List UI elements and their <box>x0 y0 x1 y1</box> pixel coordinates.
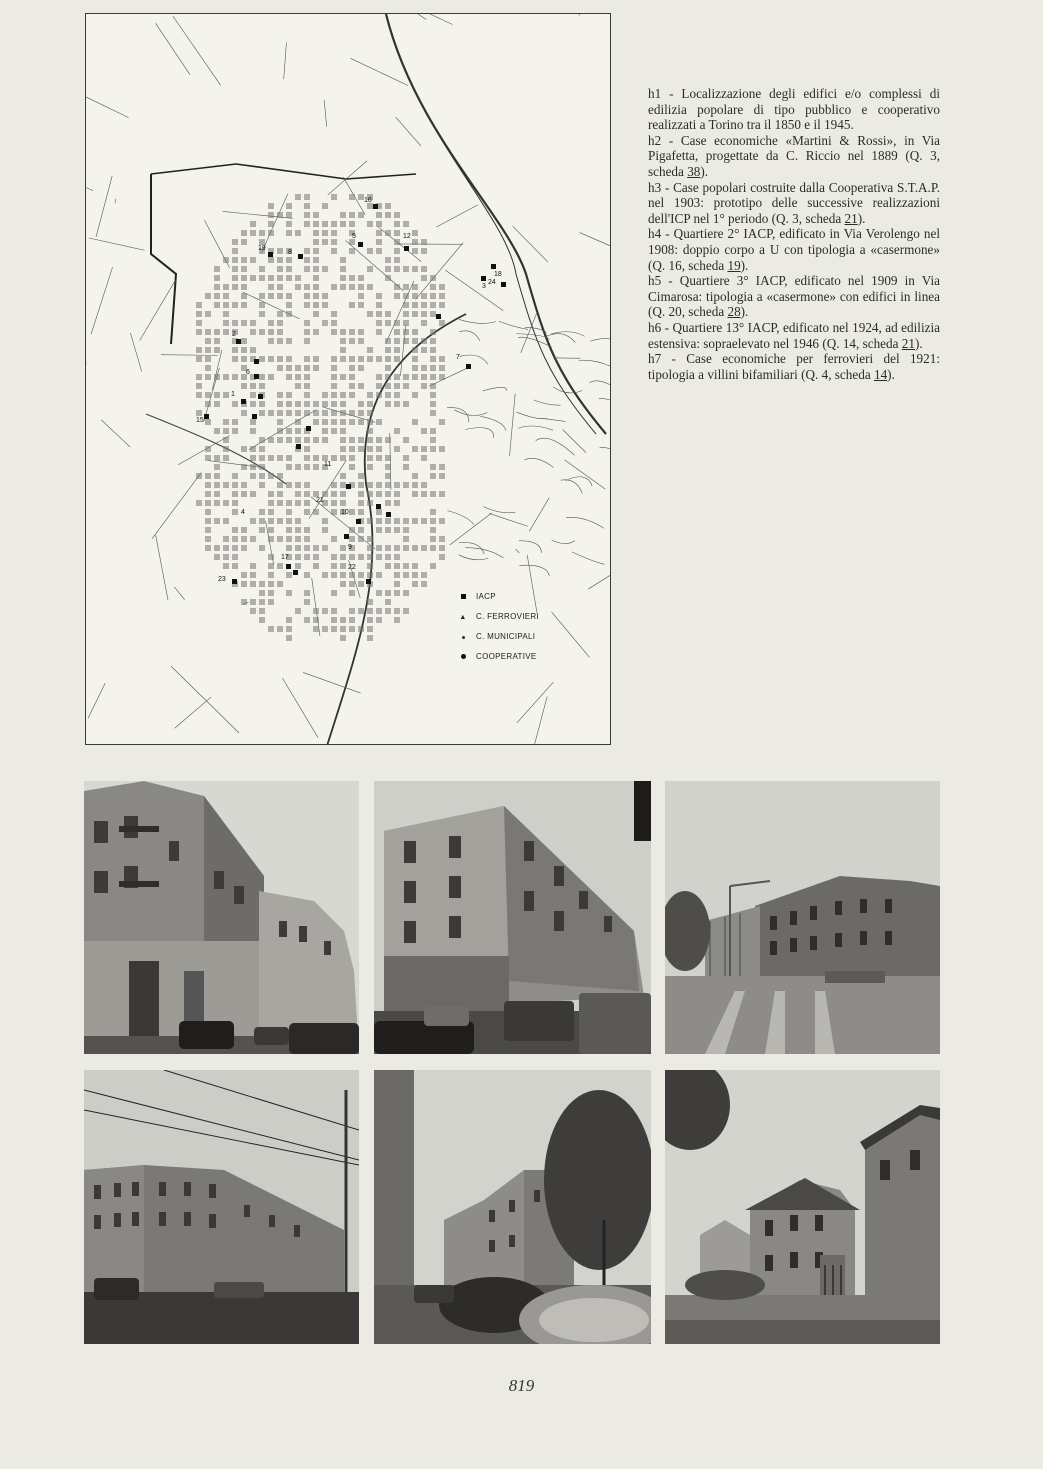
map-symbol <box>254 374 259 379</box>
map-symbol <box>204 414 209 419</box>
scheda-ref: 21 <box>901 335 915 351</box>
map-symbol <box>236 339 241 344</box>
caption-h1: h1 - Localizzazione degli edifici e/o complessi di edilizia popolare di tipo pubblico e cooperativo realizzati a Torino tra il 1850 e il 1945. <box>648 86 940 133</box>
square-icon <box>456 592 470 601</box>
city-map <box>85 13 611 745</box>
map-symbol <box>344 534 349 539</box>
small-dot-icon <box>456 632 470 641</box>
map-symbol <box>268 252 273 257</box>
map-symbol <box>358 242 363 247</box>
legend-item-iacp <box>456 586 606 606</box>
map-number-label: 22 <box>348 564 356 571</box>
map-symbol <box>373 204 378 209</box>
legend-label: C. FERROVIERI <box>476 611 540 621</box>
map-symbol <box>366 579 371 584</box>
map-symbol <box>501 282 506 287</box>
map-symbol <box>293 570 298 575</box>
map-legend <box>456 586 606 666</box>
photo-h3 <box>374 781 651 1054</box>
caption-h4: h4 - Quartiere 2° IACP, edificato in Via Verolengo nel 1908: doppio corpo a U con tipologia a «casermone» (Q. 16, scheda 19). <box>648 226 940 273</box>
map-symbol <box>286 564 291 569</box>
triangle-icon <box>456 612 470 621</box>
photo-h2 <box>84 781 359 1054</box>
map-symbol <box>232 579 237 584</box>
map-number-label: 5 <box>352 233 356 240</box>
map-symbol <box>254 359 259 364</box>
map-number-label: 18 <box>494 271 502 278</box>
map-number-label: 2 <box>232 331 236 338</box>
map-symbol <box>481 276 486 281</box>
map-symbol <box>386 512 391 517</box>
map-symbol <box>356 519 361 524</box>
photo-h6 <box>374 1070 651 1344</box>
photo-h5 <box>84 1070 359 1344</box>
map-number-label: 7 <box>456 354 460 361</box>
legend-label: COOPERATIVE <box>476 651 537 661</box>
map-symbol <box>241 399 246 404</box>
legend-item-cooperative <box>456 646 606 666</box>
map-number-label: 4 <box>241 509 245 516</box>
map-number-label: 15 <box>196 417 204 424</box>
page-number: 819 <box>508 1376 535 1395</box>
caption-h5: h5 - Quartiere 3° IACP, edificato nel 1909 in Via Cimarosa: tipologia a «casermone» con edifici in linea (Q. 20, scheda 28). <box>648 273 940 320</box>
map-symbol <box>296 444 301 449</box>
caption-h2: h2 - Case economiche «Martini & Rossi», in Via Pigafetta, progettate da C. Riccio nel 1889 (Q. 3, scheda 38). <box>648 132 940 179</box>
legend-item-municipali <box>456 626 606 646</box>
map-number-label: 21 <box>316 497 324 504</box>
map-number-label: 1 <box>231 391 235 398</box>
map-number-label: 12 <box>403 233 411 240</box>
map-symbol <box>346 484 351 489</box>
scheda-ref: 19 <box>727 257 741 273</box>
legend-item-ferrovieri <box>456 606 606 626</box>
map-number-label: 16 <box>364 197 372 204</box>
photo-h4 <box>665 781 940 1054</box>
photo-h7 <box>665 1070 940 1344</box>
map-symbol <box>376 504 381 509</box>
map-number-label: 9 <box>348 544 352 551</box>
scheda-ref: 21 <box>844 210 858 226</box>
scheda-ref: 38 <box>687 163 701 179</box>
map-number-label: 10 <box>341 509 349 516</box>
map-symbol <box>466 364 471 369</box>
legend-label: IACP <box>476 591 496 601</box>
map-symbol <box>491 264 496 269</box>
scheda-ref: 14 <box>873 366 888 382</box>
map-number-label: 23 <box>218 576 226 583</box>
map-symbol <box>306 426 311 431</box>
map-symbol <box>258 394 263 399</box>
map-number-label: 3 <box>482 283 486 290</box>
caption-h7: h7 - Case economiche per ferrovieri del 1921: tipologia a villini bifamiliari (Q. 4, scheda 14). <box>648 351 940 382</box>
map-number-label: 19 <box>258 245 266 252</box>
map-number-label: 24 <box>488 279 496 286</box>
map-symbol <box>436 314 441 319</box>
scheda-ref: 28 <box>727 304 741 320</box>
map-number-label: 6 <box>246 369 250 376</box>
map-number-label: 17 <box>281 554 289 561</box>
map-symbol <box>298 254 303 259</box>
map-number-label: 11 <box>324 461 332 468</box>
caption-h3: h3 - Case popolari costruite dalla Cooperativa S.T.A.P. nel 1903: prototipo delle successive realizzazioni dell'ICP nel 1° periodo (Q. 3, scheda 21). <box>648 179 940 226</box>
dot-icon <box>456 652 470 661</box>
legend-label: C. MUNICIPALI <box>476 631 536 641</box>
map-symbol <box>252 414 257 419</box>
map-symbol <box>404 246 409 251</box>
caption-block <box>648 86 940 382</box>
map-number-label: 8 <box>288 249 292 256</box>
caption-h6: h6 - Quartiere 13° IACP, edificato nel 1924, ad edilizia estensiva: sopraelevato nel 1946 (Q. 14, scheda 21). <box>648 319 940 351</box>
